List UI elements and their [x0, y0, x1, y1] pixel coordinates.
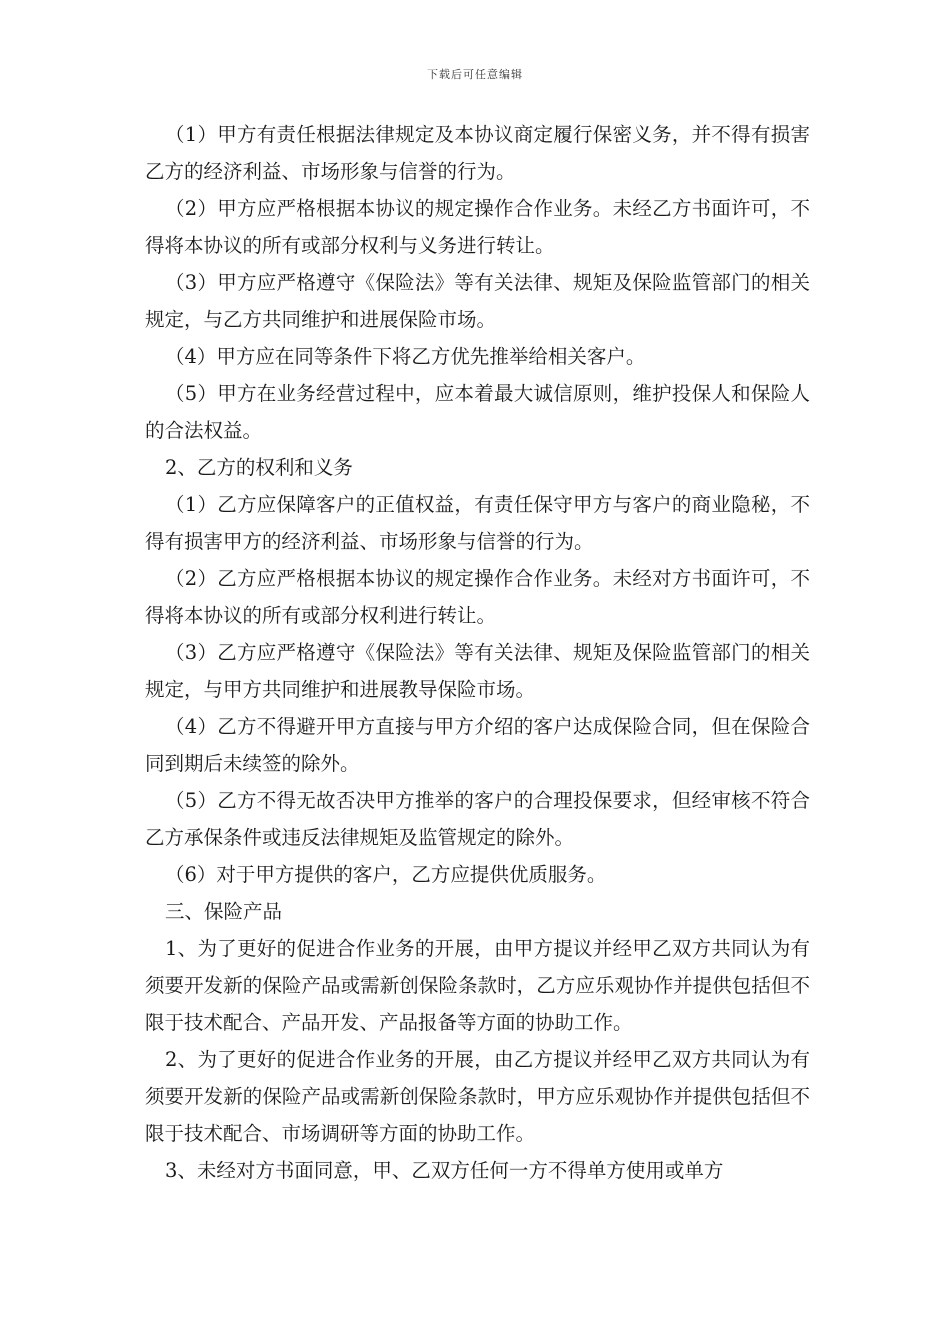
paragraph-party-b-obligation-1: （1）乙方应保障客户的正值权益，有责任保守甲方与客户的商业隐秘，不得有损害甲方的经济利益、市场形象与信誉的行为。: [145, 493, 810, 553]
document-body: [145, 116, 810, 1189]
paragraph-party-a-obligation-1: （1）甲方有责任根据法律规定及本协议商定履行保密义务，并不得有损害乙方的经济利益、市场形象与信誉的行为。: [145, 123, 810, 183]
paragraph-party-b-obligation-3: （3）乙方应严格遵守《保险法》等有关法律、规矩及保险监管部门的相关规定，与甲方共同维护和进展教导保险市场。: [145, 641, 810, 701]
paragraph-party-b-obligation-5: （5）乙方不得无故否决甲方推举的客户的合理投保要求，但经审核不符合乙方承保条件或违反法律规矩及监管规定的除外。: [145, 789, 810, 849]
paragraph-party-b-obligation-4: （4）乙方不得避开甲方直接与甲方介绍的客户达成保险合同，但在保险合同到期后未续签的除外。: [145, 715, 810, 775]
paragraph-product-clause-3: 3、未经对方书面同意，甲、乙双方任何一方不得单方使用或单方: [165, 1159, 724, 1182]
section-heading-party-b-rights: 2、乙方的权利和义务: [165, 456, 353, 479]
paragraph-party-a-obligation-2: （2）甲方应严格根据本协议的规定操作合作业务。未经乙方书面许可，不得将本协议的所有或部分权利与义务进行转让。: [145, 197, 810, 257]
section-heading-insurance-products: 三、保险产品: [165, 900, 283, 923]
paragraph-party-a-obligation-3: （3）甲方应严格遵守《保险法》等有关法律、规矩及保险监管部门的相关规定，与乙方共同维护和进展保险市场。: [145, 271, 810, 331]
paragraph-party-b-obligation-2: （2）乙方应严格根据本协议的规定操作合作业务。未经对方书面许可，不得将本协议的所有或部分权利进行转让。: [145, 567, 810, 627]
paragraph-party-b-obligation-6: （6）对于甲方提供的客户，乙方应提供优质服务。: [165, 863, 607, 886]
paragraph-product-clause-2: 2、为了更好的促进合作业务的开展，由乙方提议并经甲乙双方共同认为有须要开发新的保险产品或需新创保险条款时，甲方应乐观协作并提供包括但不限于技术配合、市场调研等方面的协助工作。: [145, 1048, 810, 1145]
paragraph-party-a-obligation-5: （5）甲方在业务经营过程中，应本着最大诚信原则，维护投保人和保险人的合法权益。: [145, 382, 810, 442]
page-header: 下载后可任意编辑: [427, 68, 523, 81]
paragraph-product-clause-1: 1、为了更好的促进合作业务的开展，由甲方提议并经甲乙双方共同认为有须要开发新的保险产品或需新创保险条款时，乙方应乐观协作并提供包括但不限于技术配合、产品开发、产品报备等方面的协助工作。: [145, 937, 810, 1034]
paragraph-party-a-obligation-4: （4）甲方应在同等条件下将乙方优先推举给相关客户。: [165, 345, 646, 368]
